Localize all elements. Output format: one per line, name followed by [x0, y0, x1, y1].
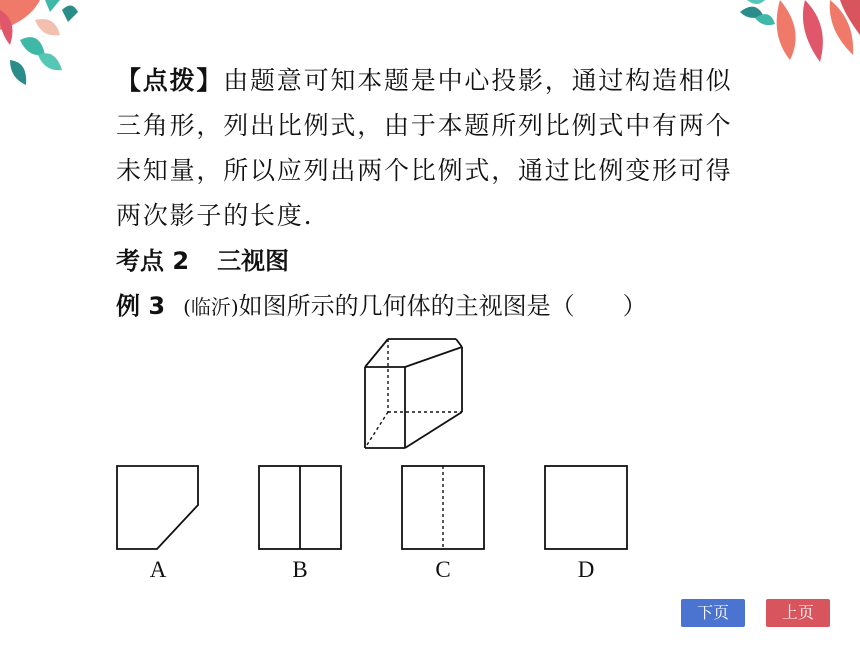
option-b-figure — [258, 465, 344, 551]
hint-text: 由题意可知本题是中心投影，通过构造相似三角形，列出比例式，由于本题所列比例式中有两个未知量，所以应列出两个比例式，通过比例变形可得两次影子的长度. — [116, 66, 733, 230]
next-page-button[interactable]: 下页 — [681, 599, 745, 627]
example-label: 例 3 — [116, 292, 166, 320]
option-a-figure — [116, 465, 202, 551]
option-d-label: D — [577, 557, 595, 582]
option-b-label: B — [292, 557, 308, 582]
hint-paragraph — [116, 58, 736, 238]
previous-page-button[interactable]: 上页 — [766, 599, 830, 627]
option-c-figure — [401, 465, 487, 551]
section-title: 三视图 — [217, 247, 290, 275]
geometric-solid-figure — [360, 335, 470, 455]
example-source: (临沂) — [183, 295, 239, 319]
top-right-floral-decoration — [735, 0, 860, 75]
section-heading — [116, 241, 289, 281]
hint-tag: 【点拨】 — [116, 66, 224, 95]
option-c-label: C — [435, 557, 451, 582]
example-question — [116, 286, 647, 327]
example-question-text: 如图所示的几何体的主视图是（ ） — [238, 292, 647, 320]
section-label: 考点 2 — [116, 247, 190, 275]
top-left-floral-decoration — [0, 0, 80, 95]
option-d-figure — [544, 465, 630, 551]
option-a-label: A — [149, 557, 167, 582]
